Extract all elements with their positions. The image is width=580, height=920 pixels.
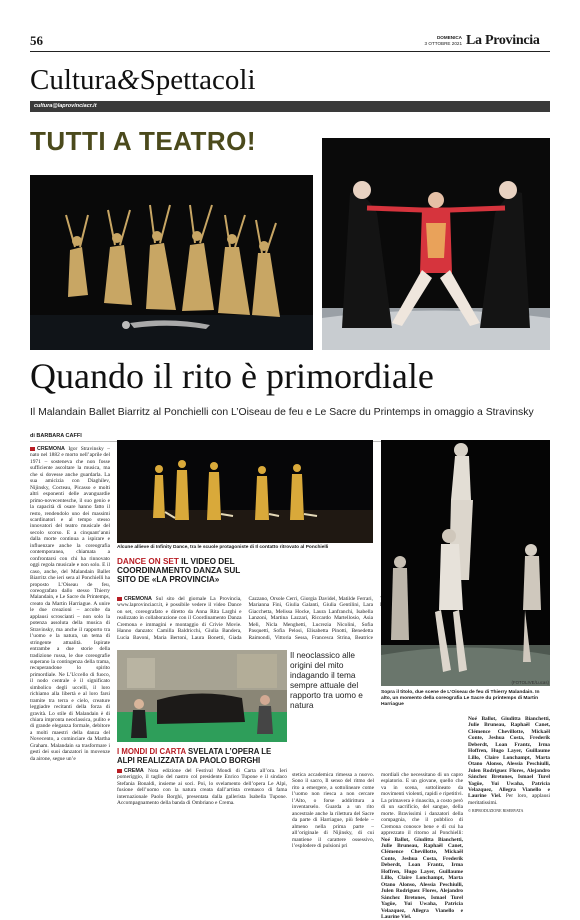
issue-date bbox=[402, 35, 462, 46]
photo-firebird-soloist bbox=[322, 138, 550, 350]
photo-caption-sacre: Sopra il titolo, due scene de L’Oiseau de feu di Thierry Malandain. In alto, un momento della coreografia Le Sacre du printemps di Martin Harriague bbox=[381, 690, 540, 707]
photo-le-alpi bbox=[117, 650, 287, 742]
article-text-col1: Igor Stravinsky – nato nel 1882 e morto nell’aprile del 1971 – sosteneva che non fosse sufficiente ascoltare la musica, ma che si dovesse anche guardarla. La sua amicizia con Diaghilev, Nijinsky, Cocteau, Picasso e molti altri esponenti delle avanguardie primo-novecentesche, il suo genio e la capacità di osare hanno fatto il resto, rendendolo uno dei massimi scardinatori e al tempo stesso innovatori del teatro musicale del secolo scorso. E a cinquant’anni dalla morte continua a ispirare e influenzare anche la coreografia contemporanea, chiamata a confrontarsi con chi ha rinnovato oggi regola musicale e non solo. E il caso, anche, del Malandain Ballet Biarritz che ieri sera al Ponchielli ha proposto L’Oiseau de feu, coreografato dallo stesso Thierry Malandain, e Le Sacre du Printemps, creato da Martin Harriague. A unire le due creazioni – accolte da applausi scroscianti – non solo la potenza assoluta della musica di Stravinsky, ma anche il rapporto tra l’uomo e la natura, un tema di stringente attualità. Ispirate entrambe a due storie della tradizione russa, le due coreografie superano la contingenza della trama, recuperandone lo spirito primordiale. Ne L’Uccello di fuoco, il nodo centrale è il significato simbolico degli uccelli, il loro richiamo alla libertà e al loro farsi tramite tra terra e cielo, creature leggiadre recitanti della forza di gravità. Lo stile di Malandain è di chiara impronta neoclassica, pulito e di grande eleganza formale, debitore a molti maestri della danza del Novecento, a cominciare da Martha Graham. Malandain sa trasformare i gesti dei suoi danzatori in movenze da airone, segue un’e bbox=[30, 446, 110, 762]
photo-infinity-dance bbox=[117, 440, 373, 543]
box-mondi-title-black: SVELATA L’OPERA LE ALPI REALIZZATA DA PAOLO BORGHI bbox=[117, 747, 272, 765]
section-title-shows: Spettacoli bbox=[139, 64, 256, 96]
section-title-ampersand: & bbox=[117, 64, 140, 96]
photo-firebird-ensemble bbox=[30, 175, 313, 350]
article-column-4: stetica accademica rimessa a nuovo. Sono il sacro, Il senso del ritmo del rito a emergere, a sottolineare come l’uomo non riesca a non cercare l’Alto, o forse addirittura a inventarselo. Guarda a un rito ancestrale anche la rilettura del Sacre da parte di Harriague, più fedele – almeno nella prima parte – all’originale di Nijinsky, di cui mantiene il carattere ossessivo, l’esplodere di pulsioni pri bbox=[292, 772, 374, 849]
article-text-col5: mordiali che necessitano di un capro espiatorio. E un giovane, quello che va in scena, sottolineato da movimenti violenti, rapidi e ripetitivi. La primavera è rinascita, a costo però di un sacrificio, del sangue, della morte. Bravissimi i danzatori della compagnia, che il pubblico di Cremona conosce bene e di cui ha apprezzato il ritorno al Ponchielli: bbox=[381, 772, 463, 837]
dancer-names-continued: Noé Ballot, Giuditta Bianchetti, Julie Bruneau, Raphaël Canet, Clémence Chevillotte, Mickaël Conte, Jeshua Costa, Frederik Deberdt, Loan Frantz, Irma Hoffren, Hugo Layer, Guillaume Lillo, Claire Lonchampt, Marta Otano Alonso, Alessia Peschiulli, Julen Rodriguez Flores, Alejandro Sánchez Bretones, Ismael Turel Yagüe, Yui Uwaha, Patricia Velazquez, Allegra Vianello e Laurine Viel. bbox=[468, 716, 550, 800]
article-headline: Quando il rito è primordiale bbox=[30, 356, 434, 396]
box-dance-body: Sul sito del giornale La Provincia, www.laprovinciacr.it, è possibile vedere il video Dance on set, coreografato e diretto da Anna Rita Larghi e realizzato in collaborazione con il Coordinamento Danza Cremona e immagini e montaggio di Crivie Movie. Hanno danzato: Camilla Baldricchi, Giulia Bandera, Lucia Bavoni, Maria Bertoni, Laura Bonetti, Giada Cazzano, Orsole Cerri, Giorgia Davidel, Matilde Ferrari, Marianna Fini, Giulia Galanti, Giulia Gentilini, Lara Giacchetta, Melissa Hocke, Laura Lanfranchi, Isabella Lanzoni, Martina Lazzari, Riccardo Martellosio, Asia Meli, Nicla Menghetti, Lucrezia Nicolini, Sofia Pasquetti, Sofia Pelosi, Elisabetta Pinotti, Benedetta Raimondi, Vittoria Sessa, Francesca Strina, Beatrice bbox=[117, 596, 373, 641]
box-dance-dateline: CREMONA bbox=[124, 596, 152, 602]
banner-title: TUTTI A TEATRO! bbox=[30, 126, 257, 156]
issue-date-full: 3 OTTOBRE 2021 bbox=[424, 40, 462, 46]
pull-quote: Il neoclassico alle origini del mito indagando il tema sempre attuale del rapporto tra uomo e natura bbox=[290, 650, 363, 710]
box-dance-marker-icon bbox=[117, 597, 122, 601]
section-title-culture: Cultura bbox=[30, 64, 117, 96]
dancer-names: Noé Ballot, Giuditta Bianchetti, Julie Bruneau, Raphaël Canet, Clémence Chevillotte, Mickaël Conte, Jeshua Costa, Frederik Deberdt, Loan Frantz, Irma Hoffren, Hugo Layer, Guillaume Lillo, Claire Lonchampt, Marta Otano Alonso, Alessia Peschiulli, Julen Rodriguez Flores, Alejandro Sánchez Bretones, Ismael Turel Yagüe, Yui Uwaha, Patricia Velazquez, Allegra Vianello e Laurine Viel. bbox=[381, 836, 463, 920]
header-rule bbox=[30, 51, 550, 52]
box-dance-title-black: IL VIDEO DEL COORDINAMENTO DANZA SUL SITO DE «LA PROVINCIA» bbox=[117, 557, 241, 585]
box-dance-text bbox=[117, 596, 373, 644]
box-mondi-body: Nota edizione del Festival Mondi di Carta all’ora. Ieri pomeriggio, il taglio del nastro col presidente Enrico Tupone e il sindaco Stefania Bonaldi, insieme ai soci. Poi, lo svelamento dell’opera Le Alpi, fusione dell’uomo con la natura creata dall’artista cremasco di fama internazionale Paolo Borghi, presentata dalla gallerista Isabella Tupone. Accompagnamento della banda di Ombriano e Crema. bbox=[117, 768, 288, 807]
section-bar bbox=[30, 101, 550, 112]
box-mondi-text bbox=[117, 768, 287, 824]
newspaper-logo: La Provincia bbox=[466, 33, 540, 48]
photo-credit: (FOTOLIVE/Lucas) bbox=[511, 680, 549, 685]
page-number: 56 bbox=[30, 33, 43, 48]
article-closing: Per loro, applausi meritatissimi. bbox=[468, 793, 550, 806]
box-dance-title-red: DANCE ON SET bbox=[117, 557, 179, 566]
byline: di BARBARA CAFFI bbox=[30, 433, 82, 439]
issue-date-day: DOMENICA bbox=[436, 35, 462, 40]
box-dance-title bbox=[117, 557, 250, 585]
box-mondi-title bbox=[117, 748, 287, 766]
section-title bbox=[30, 64, 256, 96]
section-email: cultura@laprovinciacr.it bbox=[34, 103, 97, 109]
photo-caption-infinity: Alcune allieve di Infinity Dance, tra le scuole protagoniste di Il contatto ritrovato al Ponchielli bbox=[117, 545, 329, 550]
article-subhead: Il Malandain Ballet Biarritz al Ponchielli con L’Oiseau de feu e Le Sacre du Printemps in omaggio a Stravinsky bbox=[30, 407, 534, 418]
photo-sacre-du-printemps bbox=[381, 440, 550, 686]
box-mondi-title-red: I MONDI DI CARTA bbox=[117, 747, 186, 756]
box-mondi-dateline: CREMA bbox=[124, 768, 144, 774]
copyright-note: © RIPRODUZIONE RISERVATA bbox=[468, 808, 524, 814]
lead-marker-icon bbox=[30, 447, 35, 451]
article-column-6 bbox=[468, 716, 550, 822]
article-column-1 bbox=[30, 446, 110, 826]
box-mondi-marker-icon bbox=[117, 769, 122, 773]
dateline-cremona: CREMONA bbox=[37, 446, 65, 452]
article-column-5 bbox=[381, 772, 463, 920]
